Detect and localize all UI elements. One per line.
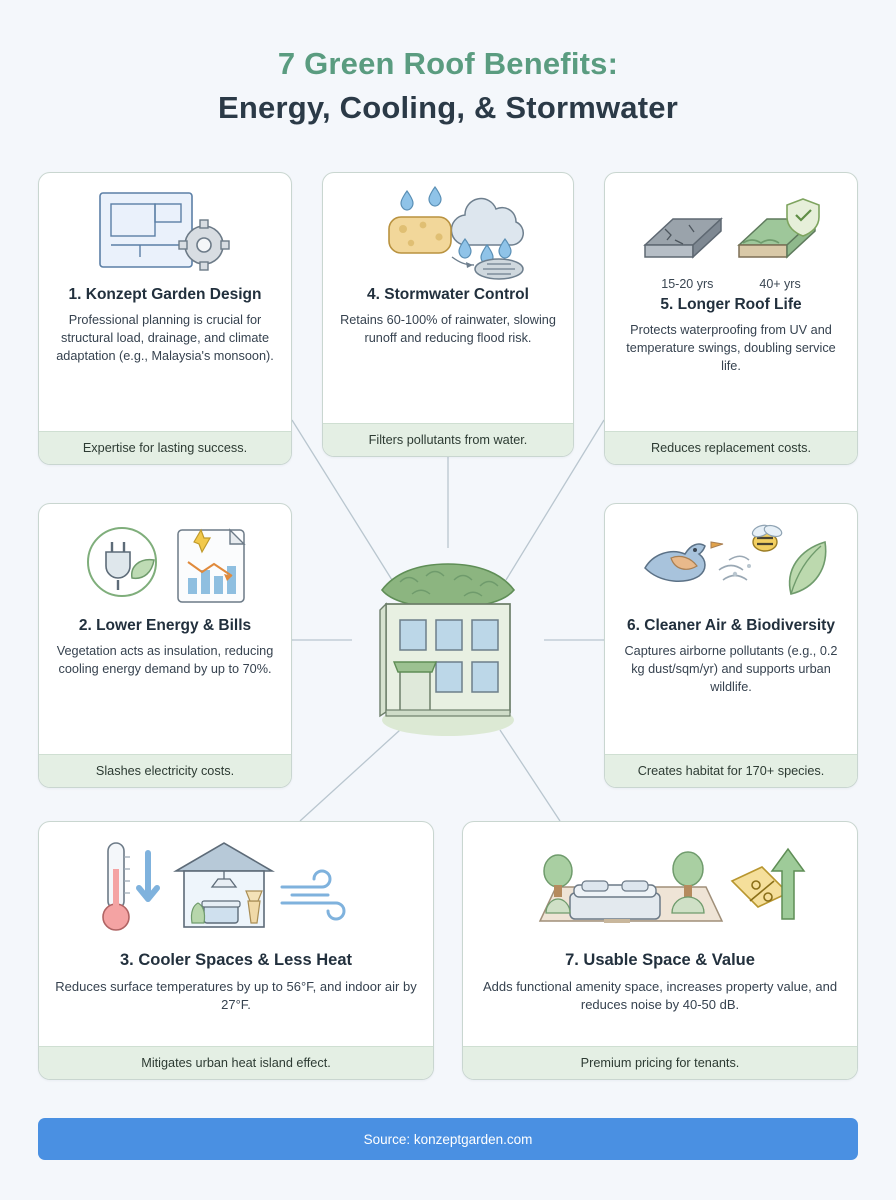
benefit-card-1[interactable]: [38, 172, 292, 465]
card-title: 1. Konzept Garden Design: [68, 286, 262, 303]
card-footer: Slashes electricity costs.: [39, 754, 291, 787]
card-body: [323, 173, 573, 423]
benefit-card-6[interactable]: [604, 503, 858, 788]
card-description: Protects waterproofing from UV and temperature swings, doubling service life.: [626, 323, 836, 374]
benefit-card-3[interactable]: [38, 821, 434, 1080]
card-description: Captures airborne pollutants (e.g., 0.2 kg dust/sqm/yr) and supports urban wildlife.: [624, 644, 838, 695]
terrace-lounge-pricetag-icon: [477, 834, 843, 946]
roof-comparison-shield-icon: [619, 185, 843, 281]
card-footer: Expertise for lasting success.: [39, 431, 291, 464]
card-title: 5. Longer Roof Life: [660, 296, 802, 313]
card-body: [39, 822, 433, 1046]
title-line-2: Energy, Cooling, & Stormwater: [218, 90, 678, 125]
sponge-rain-drain-icon: [337, 185, 559, 281]
card-body: [605, 173, 857, 431]
benefit-card-4[interactable]: [322, 172, 574, 457]
card-footer: Filters pollutants from water.: [323, 423, 573, 456]
benefit-card-5[interactable]: [604, 172, 858, 465]
roof-label-conventional: 15-20 yrs: [661, 277, 714, 291]
card-description: Professional planning is crucial for structural load, drainage, and climate adaptation (e.g., Malaysia's monsoon).: [56, 313, 274, 364]
card-footer: Mitigates urban heat island effect.: [39, 1046, 433, 1079]
source-footer: [38, 1118, 858, 1160]
bird-bee-leaf-icon: [619, 516, 843, 612]
card-body: [463, 822, 857, 1046]
card-description: Reduces surface temperatures by up to 56°F, and indoor air by 27°F.: [55, 978, 417, 1013]
card-description: Adds functional amenity space, increases property value, and reduces noise by 40-50 dB.: [482, 978, 838, 1013]
thermometer-house-breeze-icon: [53, 834, 419, 946]
card-description: Retains 60-100% of rainwater, slowing runoff and reducing flood risk.: [340, 313, 556, 346]
card-title: 4. Stormwater Control: [367, 286, 529, 303]
plug-leaf-chart-icon: [53, 516, 277, 612]
card-body: [605, 504, 857, 754]
card-body: [39, 504, 291, 754]
green-roof-building-icon: [352, 534, 544, 742]
roof-lifespan-labels: [661, 277, 800, 291]
source-text: Source: konzeptgarden.com: [363, 1131, 533, 1147]
card-footer: Reduces replacement costs.: [605, 431, 857, 464]
card-footer: Premium pricing for tenants.: [463, 1046, 857, 1079]
page-title: [0, 0, 896, 126]
card-title: 2. Lower Energy & Bills: [78, 617, 252, 634]
roof-label-green: 40+ yrs: [759, 277, 801, 291]
card-title: 7. Usable Space & Value: [565, 951, 755, 969]
card-footer: Creates habitat for 170+ species.: [605, 754, 857, 787]
blueprint-gear-icon: [53, 185, 277, 281]
benefit-card-7[interactable]: [462, 821, 858, 1080]
card-description: Vegetation acts as insulation, reducing cooling energy demand by up to 70%.: [56, 644, 274, 677]
title-line-1: 7 Green Roof Benefits:: [277, 46, 619, 81]
card-body: [39, 173, 291, 431]
benefit-card-2[interactable]: [38, 503, 292, 788]
card-title: 3. Cooler Spaces & Less Heat: [119, 951, 352, 969]
card-title: 6. Cleaner Air & Biodiversity: [627, 617, 835, 634]
